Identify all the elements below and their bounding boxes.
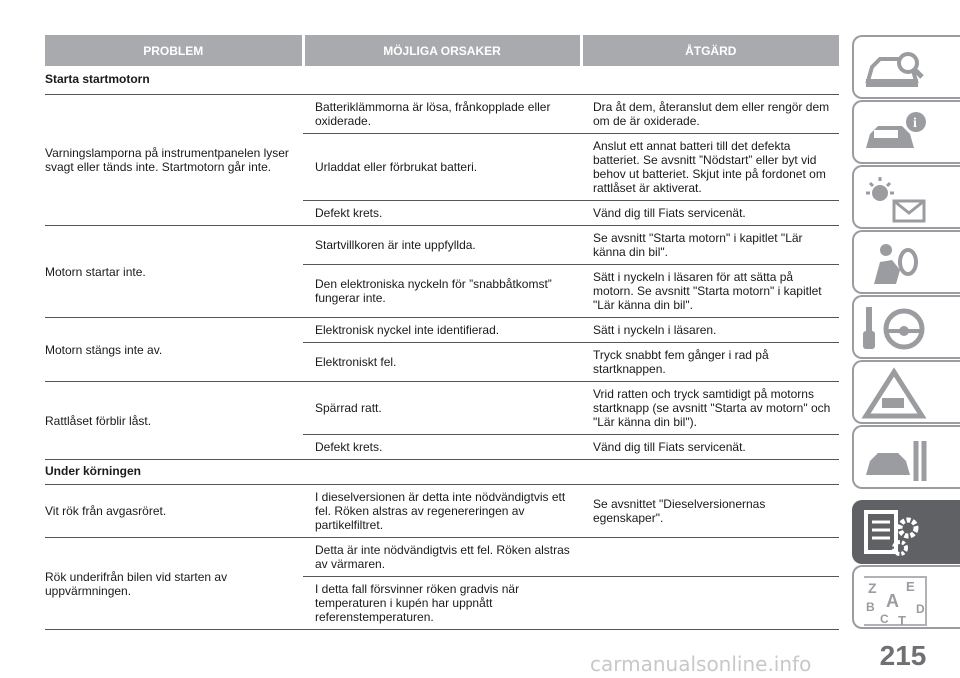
problem-cell: Rattlåset förblir låst. [45,382,303,460]
tab-technical-data[interactable] [852,500,960,564]
svg-text:E: E [906,579,915,594]
table-row [45,485,839,538]
table-row [45,538,839,577]
tab-emergency[interactable] [852,360,960,424]
action-cell: Sätt i nyckeln i läsaren. [581,318,839,343]
cause-cell: Den elektroniska nyckeln för ”snabbåtkomst” fungerar inte. [303,265,581,318]
table-row [45,318,839,343]
action-cell: Vrid ratten och tryck samtidigt på motorns startknapp (se avsnitt "Starta av motorn" och "Lär känna din bil"). [581,382,839,435]
problem-cell: Motorn startar inte. [45,226,303,318]
cause-cell: Elektronisk nyckel inte identifierad. [303,318,581,343]
alphabet-index-icon [860,571,930,627]
svg-text:D: D [916,602,925,616]
tab-warning-lights[interactable] [852,165,960,229]
section-title: Starta startmotorn [45,72,150,86]
warning-lights-icon [860,171,930,227]
action-cell: Anslut ett annat batteri till det defekta batteriet. Se avsnitt ”Nödstart” eller byt vid behov ut batteriet. Skjut inte på fordonet om rattlåset är aktiverat. [581,134,839,201]
svg-text:Z: Z [868,580,877,596]
svg-text:B: B [866,600,875,614]
action-cell: Dra åt dem, återanslut dem eller rengör dem om de är oxiderade. [581,95,839,134]
section-title: Under körningen [45,460,839,485]
tab-safety[interactable] [852,230,960,294]
action-cell: Se avsnitt "Starta motorn" i kapitlet "Lär känna din bil". [581,226,839,265]
cause-cell: Defekt krets. [303,201,581,226]
cause-cell: I detta fall försvinner röken gradvis när temperaturen i kupén har uppnått referenstemperaturen. [303,577,581,630]
action-cell: Tryck snabbt fem gånger i rad på startknappen. [581,343,839,382]
cause-cell: Spärrad ratt. [303,382,581,435]
troubleshooting-table [45,35,839,630]
action-cell [581,538,839,577]
problem-cell: Varningslamporna på instrumentpanelen lyser svagt eller tänds inte. Startmotorn går inte. [45,95,303,226]
airbag-person-icon [860,236,930,292]
warning-triangle-icon [860,366,930,422]
header-problem: PROBLEM [45,35,303,66]
table-row [45,95,839,134]
car-info-icon [860,106,930,162]
tab-information[interactable] [852,100,960,164]
header-causes: MÖJLIGA ORSAKER [303,35,581,66]
table-header-row [45,35,839,66]
section-row-starting [45,66,839,95]
cause-cell: Defekt krets. [303,435,581,460]
tab-maintenance[interactable] [852,425,960,489]
tab-knowing-your-car[interactable] [852,35,960,99]
problem-cell: Vit rök från avgasröret. [45,485,303,538]
svg-text:T: T [898,613,906,627]
header-action: ÅTGÄRD [581,35,839,66]
car-tools-icon [860,431,930,487]
tab-starting-driving[interactable] [852,295,960,359]
problem-cell: Motorn stängs inte av. [45,318,303,382]
cause-cell: Detta är inte nödvändigtvis ett fel. Röken alstras av värmaren. [303,538,581,577]
action-cell: Vänd dig till Fiats servicenät. [581,435,839,460]
problem-cell: Rök underifrån bilen vid starten av uppvärmningen. [45,538,303,630]
document-gears-icon [860,506,930,562]
cause-cell: I dieselversionen är detta inte nödvändigtvis ett fel. Röken alstras av regenereringen av partikelfiltret. [303,485,581,538]
action-cell [581,577,839,630]
cause-cell: Batteriklämmorna är lösa, frånkopplade eller oxiderade. [303,95,581,134]
tab-index[interactable] [852,565,960,629]
page-number: 215 [879,640,927,671]
svg-text:C: C [880,612,889,626]
table-row [45,226,839,265]
action-cell: Se avsnittet "Dieselversionernas egenskaper". [581,485,839,538]
cause-cell: Startvillkoren är inte uppfyllda. [303,226,581,265]
section-row-driving [45,460,839,485]
action-cell: Vänd dig till Fiats servicenät. [581,201,839,226]
action-cell: Sätt i nyckeln i läsaren för att sätta på motorn. Se avsnitt "Starta motorn" i kapitlet "Lär känna din bil". [581,265,839,318]
key-steering-icon [860,301,930,357]
cause-cell: Elektroniskt fel. [303,343,581,382]
watermark: carmanualsonline.info [590,652,812,676]
table-row [45,382,839,435]
car-search-icon [860,41,930,97]
cause-cell: Urladdat eller förbrukat batteri. [303,134,581,201]
svg-text:A: A [886,591,899,611]
svg-text:i: i [913,116,917,131]
troubleshooting-table-container [45,35,839,630]
